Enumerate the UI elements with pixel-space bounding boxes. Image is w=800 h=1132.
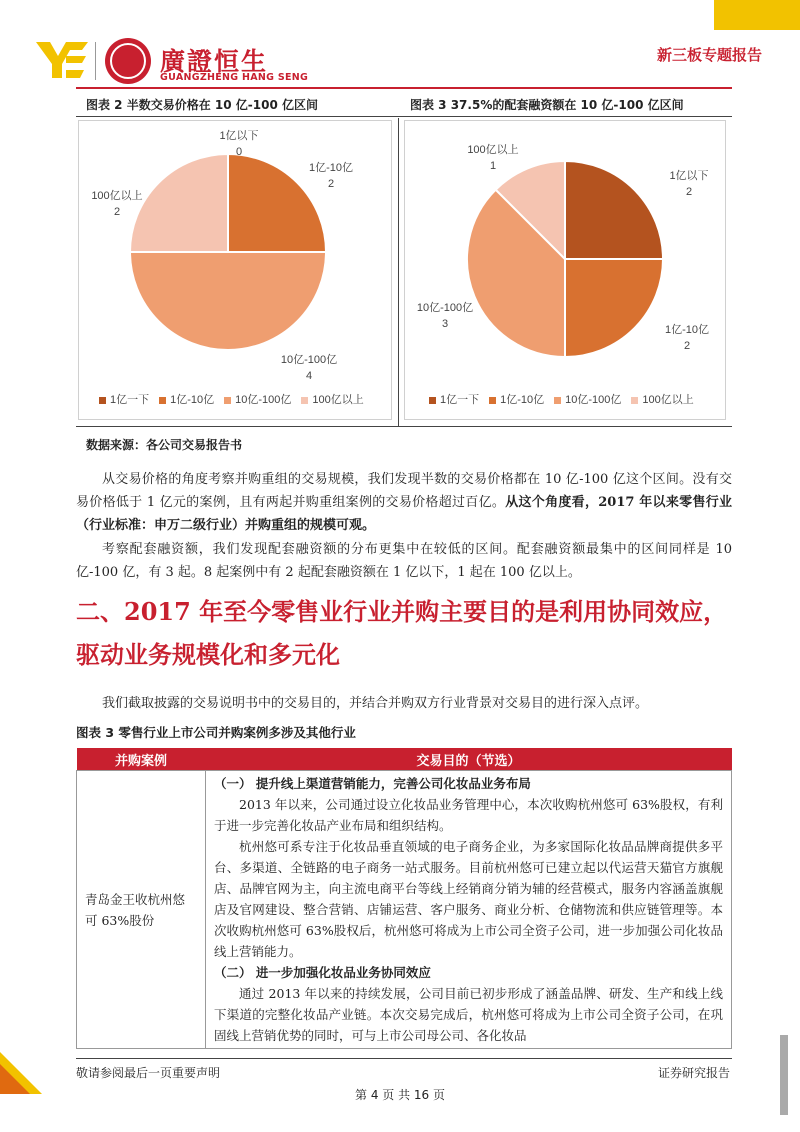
legend-swatch [301,397,308,404]
paragraph-1: 从交易价格的角度考察并购重组的交易规模，我们发现半数的交易价格都在 10 亿-100 亿这个区间。没有交易价格低于 1 亿元的案例，且有两起并购重组案例的交易价格超过百亿。从这个角度看，2017 年以来零售行业（行业标准：申万二级行业）并购重组的规模可观。 [76,472,732,533]
chart-1-legend [99,391,364,407]
legend-item [159,391,214,407]
figure2-caption: 图表 2 半数交易价格在 10 亿-100 亿区间 [86,98,318,112]
pie-slice [130,252,326,350]
logo-divider [95,42,96,80]
purpose-text [214,773,723,1046]
pie-chart-2 [405,121,727,381]
pie-slice [565,259,663,357]
legend-label: 1亿-10亿 [500,394,545,406]
purpose-cell [206,771,732,1049]
seal-ring [110,43,146,79]
page-number: 第 4 页 共 16 页 [355,1088,445,1102]
slice-value: 3 [441,318,449,330]
report-type: 新三板专题报告 [656,46,762,64]
purpose-paragraph: 2013 年以来，公司通过设立化妆品业务管理中心，本次收购杭州悠可 63%股权，有利于进一步完善化妆品产业布局和组织结构。 [214,797,723,833]
footer-rule [76,1058,732,1059]
brand-name-cn: 廣證恒生 [160,47,269,76]
chart-2-legend [429,391,694,407]
slice-label: 100亿以上 [467,144,519,156]
slice-label: 1亿以下 [219,130,259,142]
section-title: 二、2017 年至今零售业行业并购主要目的是利用协同效应，驱动业务规模化和多元化 [76,597,728,669]
chart-1 [78,120,392,420]
slice-value: 2 [685,186,693,198]
caption-rule [76,116,732,117]
purpose-paragraph: 杭州悠可系专注于化妆品垂直领域的电子商务企业，为多家国际化妆品品牌商提供多平台、多渠道、全链路的电子商务一站式服务。目前杭州悠可已建立起以代运营天猫官方旗舰店、品牌官网为主，向主流电商平台等线上经销商分销为辅的经营模式，服务内容涵盖旗舰店及官网建设、整合营销、店铺运营、客户服务、商业分析、仓储物流和供应链管理等。本次收购杭州悠可 63%股权后，杭州悠可将成为上市公司全资子公司，进一步加强公司化妆品线上营销能力。 [214,839,723,959]
ma-case-table [76,748,732,1049]
legend-swatch [224,397,231,404]
legend-label: 1亿一下 [110,394,150,406]
table-header-case: 并购案例 [77,748,206,771]
pie-slice [565,161,663,259]
paragraph-2: 考察配套融资额，我们发现配套融资额的分布更集中在较低的区间。配套融资额最集中的区间同样是 10 亿-100 亿，有 3 起。8 起案例中有 2 起配套融资额在 1 亿以下，1 起在 100 亿以上。 [76,542,732,580]
chart-2 [404,120,726,420]
footer-disclaimer: 敬请参阅最后一页重要声明 [76,1066,221,1080]
pie-chart-1 [79,121,393,381]
legend-item [224,391,291,407]
legend-item [301,391,363,407]
slice-value: 2 [327,178,335,190]
purpose-paragraph: 通过 2013 年以来的持续发展，公司目前已初步形成了涵盖品牌、研发、生产和线上线下渠道的完整化妆品产业链。本次交易完成后，杭州悠可将成为上市公司全资子公司，在巩固线上营销优势的同时，可与上市公司母公司、各化妆品 [214,986,723,1043]
legend-item [631,391,693,407]
purpose-paragraph: （二） 进一步加强化妆品业务协同效应 [214,965,431,980]
slice-label: 10亿-100亿 [280,354,338,366]
legend-label: 10亿-100亿 [235,394,292,406]
legend-item [429,391,479,407]
chart-rule [76,426,732,427]
figure3-caption: 图表 3 37.5%的配套融资额在 10 亿-100 亿区间 [410,98,684,112]
legend-swatch [99,397,106,404]
brand-name-en: GUANGZHENG HANG SENG [160,72,309,83]
legend-label: 100亿以上 [312,394,364,406]
slice-value: 0 [235,146,243,158]
legend-swatch [489,397,496,404]
legend-label: 100亿以上 [642,394,694,406]
slice-value: 2 [113,206,121,218]
legend-item [489,391,544,407]
table-row [77,771,732,1049]
slice-label: 1亿-10亿 [664,324,710,336]
legend-label: 10亿-100亿 [565,394,622,406]
slice-label: 1亿-10亿 [308,162,354,174]
data-source: 数据来源：各公司交易报告书 [86,438,243,452]
ye-logo-icon [36,40,88,80]
pie-slice [130,154,228,252]
corner-decoration [714,0,800,30]
slice-label: 1亿以下 [669,170,709,182]
slice-value: 1 [489,160,497,172]
legend-swatch [554,397,561,404]
legend-swatch [429,397,436,404]
slice-label: 100亿以上 [91,190,143,202]
legend-swatch [631,397,638,404]
table-caption: 图表 3 零售行业上市公司并购案例多涉及其他行业 [76,725,356,740]
table-header-purpose: 交易目的（节选） [206,748,732,771]
legend-item [554,391,621,407]
purpose-paragraph: （一） 提升线上渠道营销能力，完善公司化妆品业务布局 [214,776,531,791]
slice-value: 2 [683,340,691,352]
legend-item [99,391,149,407]
slice-value: 4 [305,370,313,382]
legend-label: 1亿-10亿 [170,394,215,406]
case-name: 青岛金王收杭州悠可 63%股份 [77,771,206,1049]
paragraph-3: 我们截取披露的交易说明书中的交易目的，并结合并购双方行业背景对交易目的进行深入点评。 [102,696,649,711]
legend-swatch [159,397,166,404]
footer-report-type: 证券研究报告 [657,1066,730,1080]
header-rule [76,87,732,89]
side-bar [780,1035,788,1115]
slice-label: 10亿-100亿 [416,302,474,314]
chart-separator [398,118,399,426]
legend-label: 1亿一下 [440,394,480,406]
